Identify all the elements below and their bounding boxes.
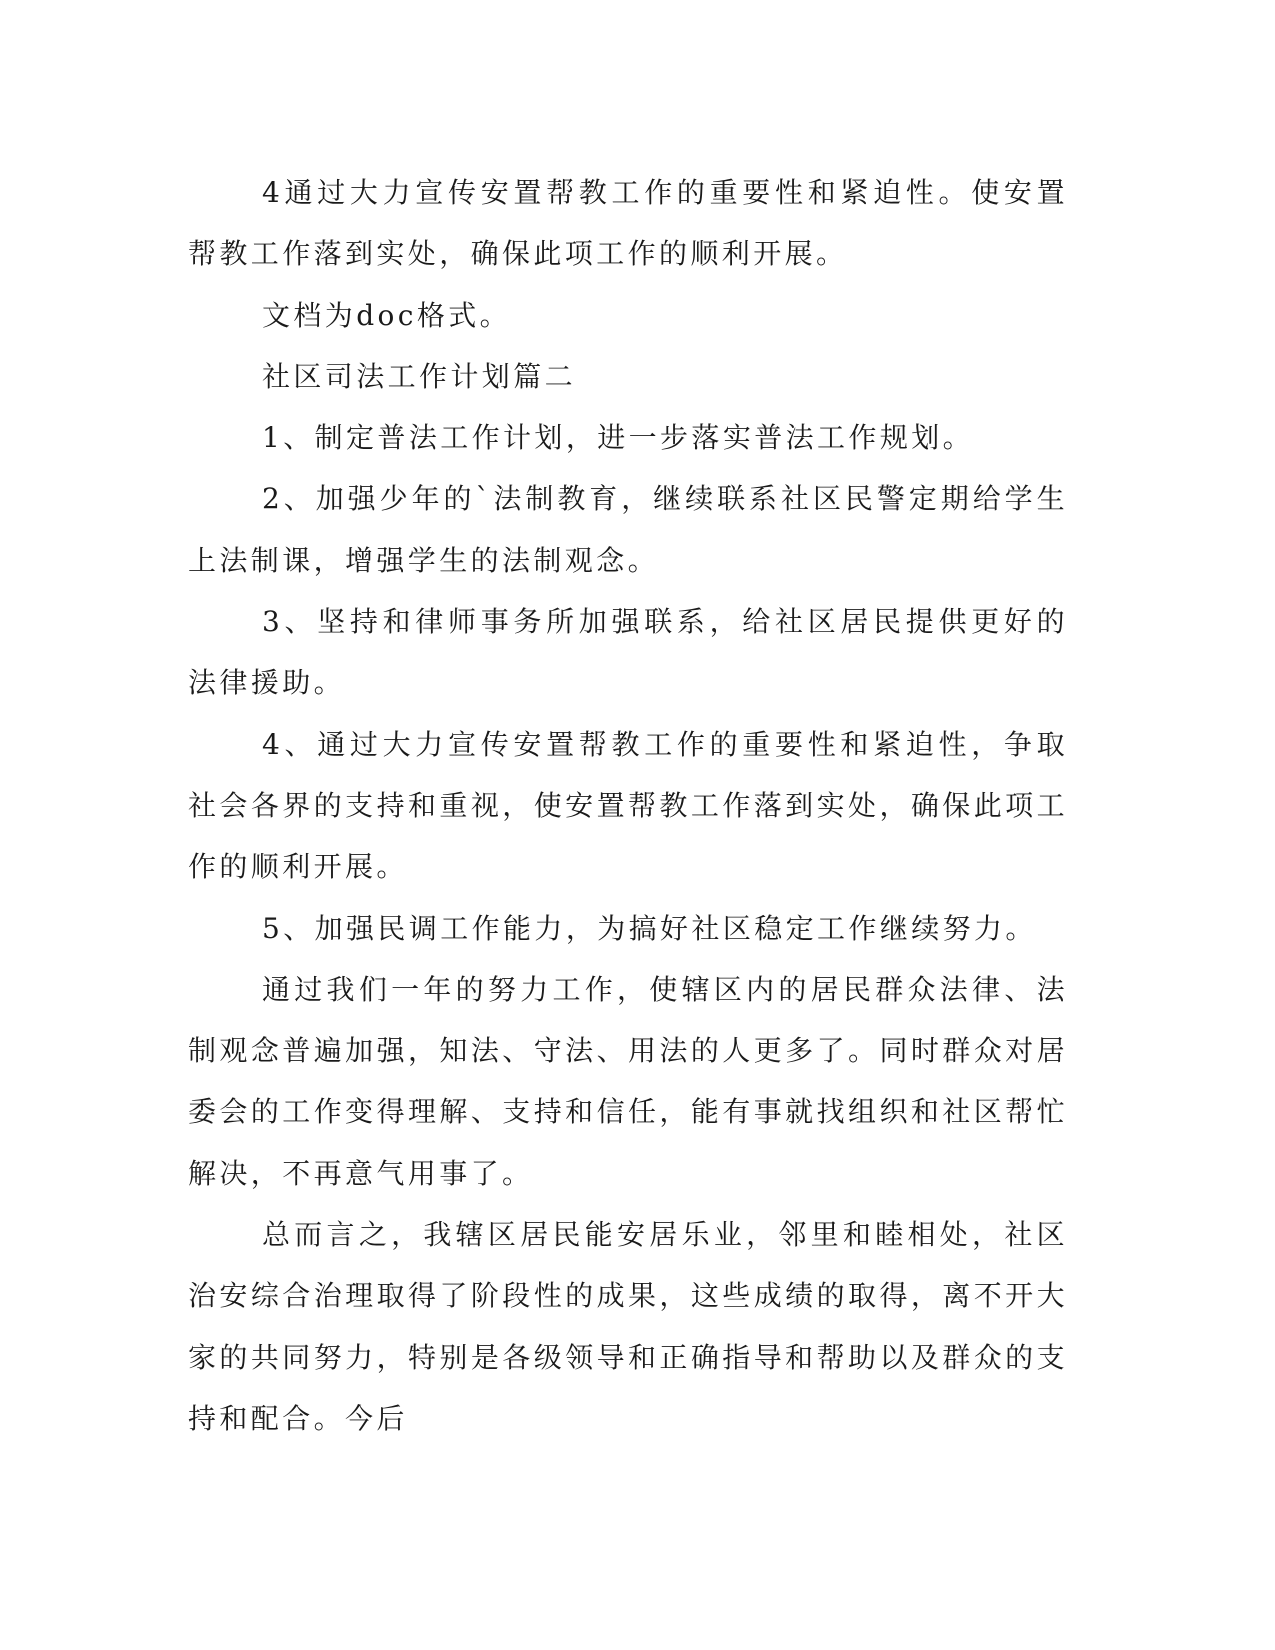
paragraph-item-4-publicity: 4通过大力宣传安置帮教工作的重要性和紧迫性。使安置帮教工作落到实处，确保此项工作的顺利开展。 <box>188 176 1068 271</box>
paragraph-results: 通过我们一年的努力工作，使辖区内的居民群众法律、法制观念普遍加强，知法、守法、用法的人更多了。同时群众对居委会的工作变得理解、支持和信任，能有事就找组织和社区帮忙解决，不再意气用事了。 <box>188 972 1068 1190</box>
paragraph-item-3: 3、坚持和律师事务所加强联系，给社区居民提供更好的法律援助。 <box>188 605 1068 700</box>
paragraph-item-1: 1、制定普法工作计划，进一步落实普法工作规划。 <box>262 421 975 455</box>
document-body <box>188 162 1068 1449</box>
paragraph-item-4: 4、通过大力宣传安置帮教工作的重要性和紧迫性，争取社会各界的支持和重视，使安置帮教工作落到实处，确保此项工作的顺利开展。 <box>188 727 1068 884</box>
section-title-part-two: 社区司法工作计划篇二 <box>262 359 577 393</box>
paragraph-item-5: 5、加强民调工作能力，为搞好社区稳定工作继续努力。 <box>262 911 1037 945</box>
paragraph-doc-format-note: 文档为doc格式。 <box>262 298 512 332</box>
paragraph-item-2: 2、加强少年的`法制教育，继续联系社区民警定期给学生上法制课，增强学生的法制观念。 <box>188 482 1068 577</box>
paragraph-conclusion: 总而言之，我辖区居民能安居乐业，邻里和睦相处，社区治安综合治理取得了阶段性的成果，这些成绩的取得，离不开大家的共同努力，特别是各级领导和正确指导和帮助以及群众的支持和配合。今后 <box>188 1218 1068 1435</box>
